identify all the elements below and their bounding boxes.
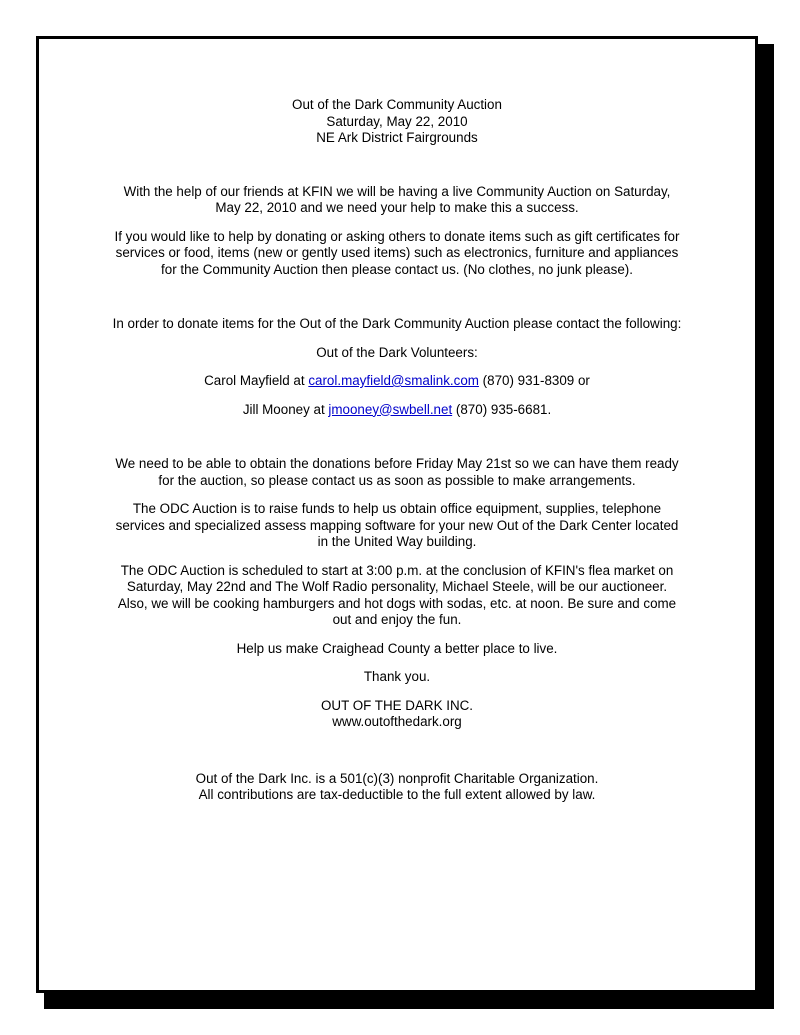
volunteers-heading: Out of the Dark Volunteers: (316, 344, 478, 360)
purpose-line: The ODC Auction is to raise funds to help us obtain office equipment, supplies, telephone (132, 501, 662, 516)
schedule-line: The ODC Auction is scheduled to start at 3:00 p.m. at the conclusion of KFIN's flea market on (120, 562, 674, 578)
signature (79, 698, 715, 731)
deadline-paragraph (79, 456, 715, 489)
help-line: Help us make Craighead County a better place to live. (236, 640, 558, 656)
footer (79, 771, 715, 804)
contact-carol (79, 373, 715, 390)
thank-you: Thank you. (363, 669, 431, 684)
footer-line: All contributions are tax-deductible to the full extent allowed by law. (198, 787, 596, 802)
donate-line: services or food, items (new or gently used items) such as electronics, furniture and appliances (115, 245, 679, 260)
contact-carol-phone: (870) 931-8309 or (478, 373, 590, 388)
footer-line: Out of the Dark Inc. is a 501(c)(3) nonprofit Charitable Organization. (195, 770, 599, 786)
contact-carol-name: Carol Mayfield at (204, 373, 309, 388)
carol-email-link[interactable]: carol.mayfield@smalink.com (308, 373, 479, 388)
header (79, 97, 715, 147)
purpose-line: in the United Way building. (317, 534, 477, 549)
contact-intro: In order to donate items for the Out of the Dark Community Auction please contact the following: (112, 316, 682, 331)
deadline-line: for the auction, so please contact us as soon as possible to make arrangements. (158, 472, 636, 488)
contact-jill-phone: (870) 935-6681. (452, 401, 552, 417)
donate-paragraph (79, 229, 715, 279)
signature-website: www.outofthedark.org (332, 714, 462, 729)
donate-line: for the Community Auction then please contact us. (No clothes, no junk please). (161, 261, 633, 277)
deadline-line: We need to be able to obtain the donations before Friday May 21st so we can have them ready (115, 456, 679, 471)
purpose-line: services and specialized assess mapping software for your new Out of the Dark Center located (115, 517, 679, 533)
intro-line: With the help of our friends at KFIN we will be having a live Community Auction on Saturday, (123, 183, 671, 199)
jill-email-link[interactable]: jmooney@swbell.net (328, 401, 453, 417)
flyer-content (79, 97, 715, 804)
schedule-paragraph (79, 563, 715, 629)
donate-line: If you would like to help by donating or asking others to donate items such as gift certificates for (114, 228, 680, 244)
purpose-paragraph (79, 501, 715, 551)
signature-org: OUT OF THE DARK INC. (320, 697, 474, 713)
intro-line: May 22, 2010 and we need your help to make this a success. (215, 200, 579, 215)
contact-jill-name: Jill Mooney at (242, 401, 329, 417)
event-date: Saturday, May 22, 2010 (326, 113, 468, 129)
flyer-page (36, 36, 758, 993)
intro-paragraph (79, 184, 715, 217)
event-title: Out of the Dark Community Auction (292, 97, 502, 112)
schedule-line: Saturday, May 22nd and The Wolf Radio personality, Michael Steele, will be our auctioneer. (126, 579, 668, 594)
contact-jill (79, 402, 715, 419)
event-location: NE Ark District Fairgrounds (316, 130, 478, 145)
schedule-line: out and enjoy the fun. (332, 612, 462, 627)
schedule-line: Also, we will be cooking hamburgers and hot dogs with sodas, etc. at noon. Be sure and come (117, 595, 677, 611)
